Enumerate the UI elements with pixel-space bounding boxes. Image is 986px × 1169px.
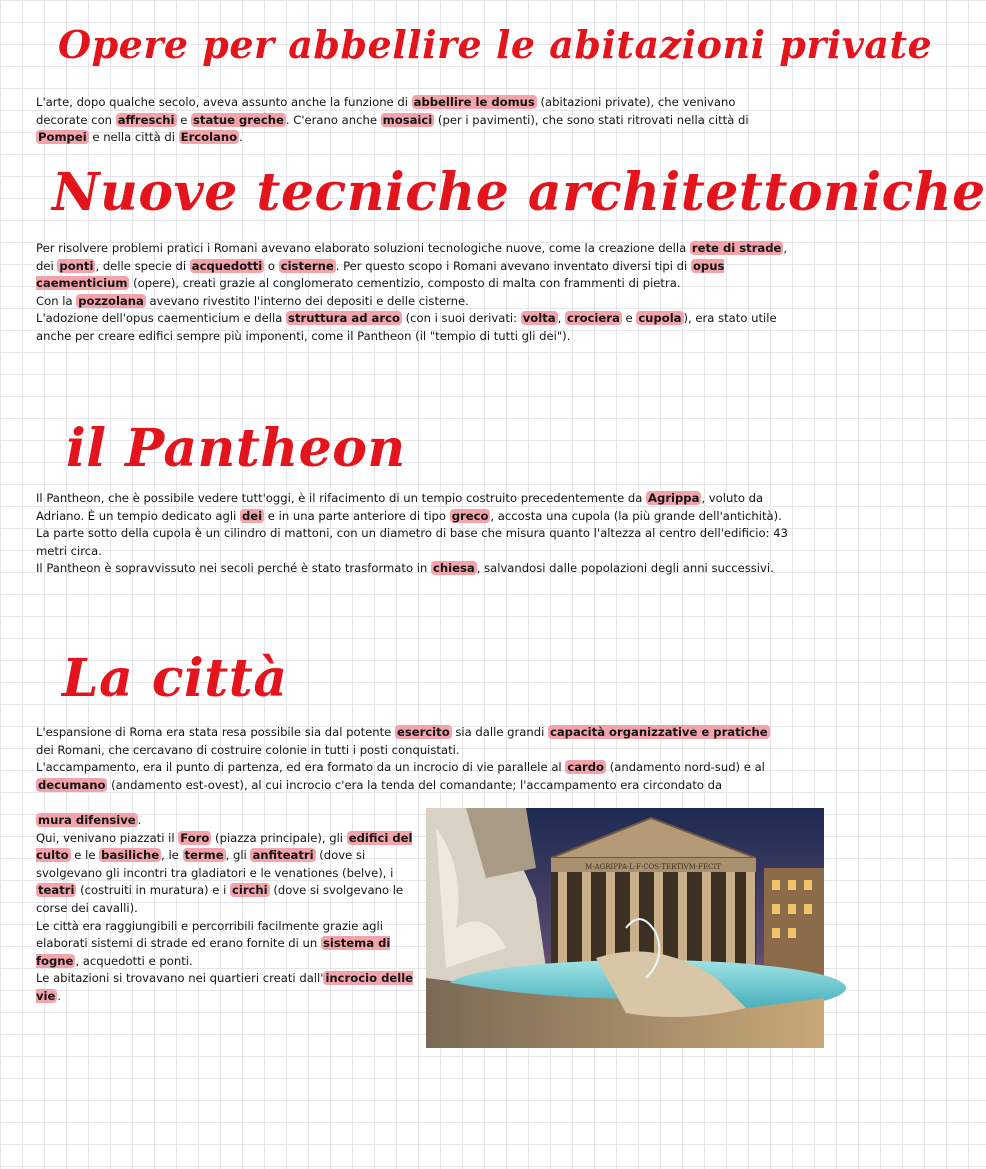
text-run: , salvandosi dalle popolazioni degli anni successivi.	[476, 561, 774, 576]
highlighted-term: cardo	[567, 760, 605, 775]
text-run: , dei	[36, 241, 788, 273]
text-run: Il Pantheon, che è possibile vedere tutt'oggi, è il rifacimento di un tempio costruito precedentemente da	[36, 491, 647, 505]
text-run: (dove si svolgevano le corse dei cavalli).	[36, 883, 404, 915]
text-run: (con i suoi derivati:	[401, 311, 521, 326]
pantheon-illustration	[426, 808, 824, 1048]
highlighted-term: mura difensive	[38, 813, 136, 827]
title-citta: La città	[62, 648, 288, 709]
highlighted-term: Ercolano	[180, 130, 238, 145]
text-run: e	[621, 311, 637, 326]
text-run: L'accampamento, era il punto di partenza, ed era formato da un incrocio di vie parallele al	[36, 760, 566, 775]
highlighted-term: decumano	[38, 777, 106, 792]
text-run: e le	[70, 848, 100, 863]
text-run: dei Romani, che cercavano di costruire colonie in tutti i posti conquistati.	[36, 742, 460, 757]
text-run: e nella città di	[88, 130, 179, 145]
text-run: (andamento nord-sud) e al	[606, 760, 765, 775]
text-run: La parte sotto della cupola è un cilindro di mattoni, con un diametro di base che misura quanto l'altezza al centro dell'edificio: 43 metri circa.	[36, 526, 788, 558]
text-run: , voluto da Adriano. È un tempio dedicato agli	[36, 491, 764, 523]
text-run: . C'erano anche	[285, 112, 381, 127]
highlighted-term: basiliche	[101, 848, 160, 863]
section-citta-side-text	[36, 812, 416, 1006]
text-run: , accosta una cupola (la più grande dell'antichità).	[490, 508, 782, 523]
text-run: e in una parte anteriore di tipo	[264, 508, 450, 523]
highlighted-term: rete di strade	[691, 241, 782, 255]
highlighted-term: Pompei	[38, 130, 87, 145]
pantheon-photo	[426, 808, 824, 1048]
text-run: , acquedotti e ponti.	[75, 953, 193, 968]
text-run: ), era stato utile anche per creare edifici sempre più imponenti, come il Pantheon (il "tempio di tutti gli dei").	[36, 311, 777, 343]
highlighted-term: terme	[184, 848, 224, 863]
text-run: Il Pantheon è sopravvissuto nei secoli perché è stato trasformato in	[36, 561, 431, 576]
highlighted-term: statue greche	[193, 112, 284, 127]
text-run: avevano rivestito l'interno dei depositi e delle cisterne.	[145, 293, 469, 308]
title-tecniche-architettoniche: Nuove tecniche architettoniche	[52, 162, 986, 223]
text-run: .	[57, 988, 62, 1003]
highlighted-term: cisterne	[280, 258, 334, 273]
highlighted-term: anfiteatri	[252, 848, 314, 863]
highlighted-term: chiesa	[433, 561, 475, 576]
text-run: , le	[161, 848, 183, 863]
highlighted-term: crociera	[566, 311, 620, 326]
text-run: Le città era raggiungibili e percorribili facilmente grazie agli elaborati sistemi di strade ed erano fornite di un	[36, 918, 383, 951]
highlighted-term: Foro	[180, 830, 210, 845]
text-run: L'espansione di Roma era stata resa possibile sia dal potente	[36, 725, 395, 739]
highlighted-term: dei	[241, 508, 263, 523]
highlighted-term: struttura ad arco	[288, 311, 400, 326]
text-run: sia dalle grandi	[451, 725, 548, 739]
highlighted-term: Agrippa	[648, 491, 700, 505]
text-run: , delle specie di	[95, 258, 190, 273]
text-run: (andamento est-ovest), al cui incrocio c'era la tenda del comandante; l'accampamento era circondato da	[107, 777, 723, 792]
text-run: L'arte, dopo qualche secolo, aveva assunto anche la funzione di	[36, 95, 412, 109]
text-run: .	[137, 813, 142, 827]
highlighted-term: esercito	[396, 725, 450, 739]
text-run: , gli	[225, 848, 251, 863]
highlighted-term: mosaici	[382, 112, 433, 127]
highlighted-term: pozzolana	[78, 293, 144, 308]
text-run: . Per questo scopo i Romani avevano inventato diversi tipi di	[335, 258, 691, 273]
highlighted-term: edifici del culto	[36, 830, 413, 863]
text-run: Qui, venivano piazzati il	[36, 830, 179, 845]
text-run: (piazza principale), gli	[211, 830, 347, 845]
highlighted-term: greco	[451, 508, 489, 523]
highlighted-term: incrocio delle vie	[36, 971, 414, 1003]
text-run: Le abitazioni si trovavano nei quartieri creati dall'	[36, 971, 324, 986]
text-run: (costruiti in muratura) e i	[76, 883, 230, 898]
section-pantheon-text	[36, 490, 788, 578]
text-run: Per risolvere problemi pratici i Romani avevano elaborato soluzioni tecnologiche nuove, come la creazione della	[36, 241, 690, 255]
text-run: .	[239, 130, 243, 145]
highlighted-term: circhi	[231, 883, 268, 898]
section-tecniche-text	[36, 240, 788, 346]
text-run: o	[264, 258, 279, 273]
text-run: e	[176, 112, 192, 127]
title-pantheon: il Pantheon	[66, 418, 406, 479]
section-citta-text	[36, 724, 788, 794]
text-run: L'adozione dell'opus caementicium e della	[36, 311, 287, 326]
highlighted-term: teatri	[38, 883, 75, 898]
highlighted-term: acquedotti	[191, 258, 263, 273]
highlighted-term: ponti	[59, 258, 94, 273]
text-run: (abitazioni private), che venivano decorate con	[36, 95, 736, 127]
highlighted-term: abbellire le domus	[413, 95, 535, 109]
portico-inscription: M·AGRIPPA·L·F·COS·TERTIVM·FECIT	[585, 863, 721, 871]
highlighted-term: opus caementicium	[36, 258, 725, 291]
text-run: (per i pavimenti), che sono stati ritrovati nella città di	[434, 112, 749, 127]
highlighted-term: sistema di fogne	[36, 936, 391, 968]
text-run: Con la	[36, 293, 77, 308]
highlighted-term: affreschi	[117, 112, 175, 127]
text-run: (opere), creati grazie al conglomerato cementizio, composto di malta con frammenti di pietra.	[129, 276, 681, 291]
text-run: ,	[557, 311, 565, 326]
highlighted-term: volta	[522, 311, 556, 326]
highlighted-term: cupola	[638, 311, 682, 326]
text-run: (dove si svolgevano gli incontri tra gladiatori e le venationes (belve), i	[36, 848, 394, 880]
section-abitazioni-text	[36, 94, 788, 147]
highlighted-term: capacità organizzative e pratiche	[549, 725, 768, 739]
title-abitazioni-private: Opere per abbellire le abitazioni private	[58, 22, 933, 67]
